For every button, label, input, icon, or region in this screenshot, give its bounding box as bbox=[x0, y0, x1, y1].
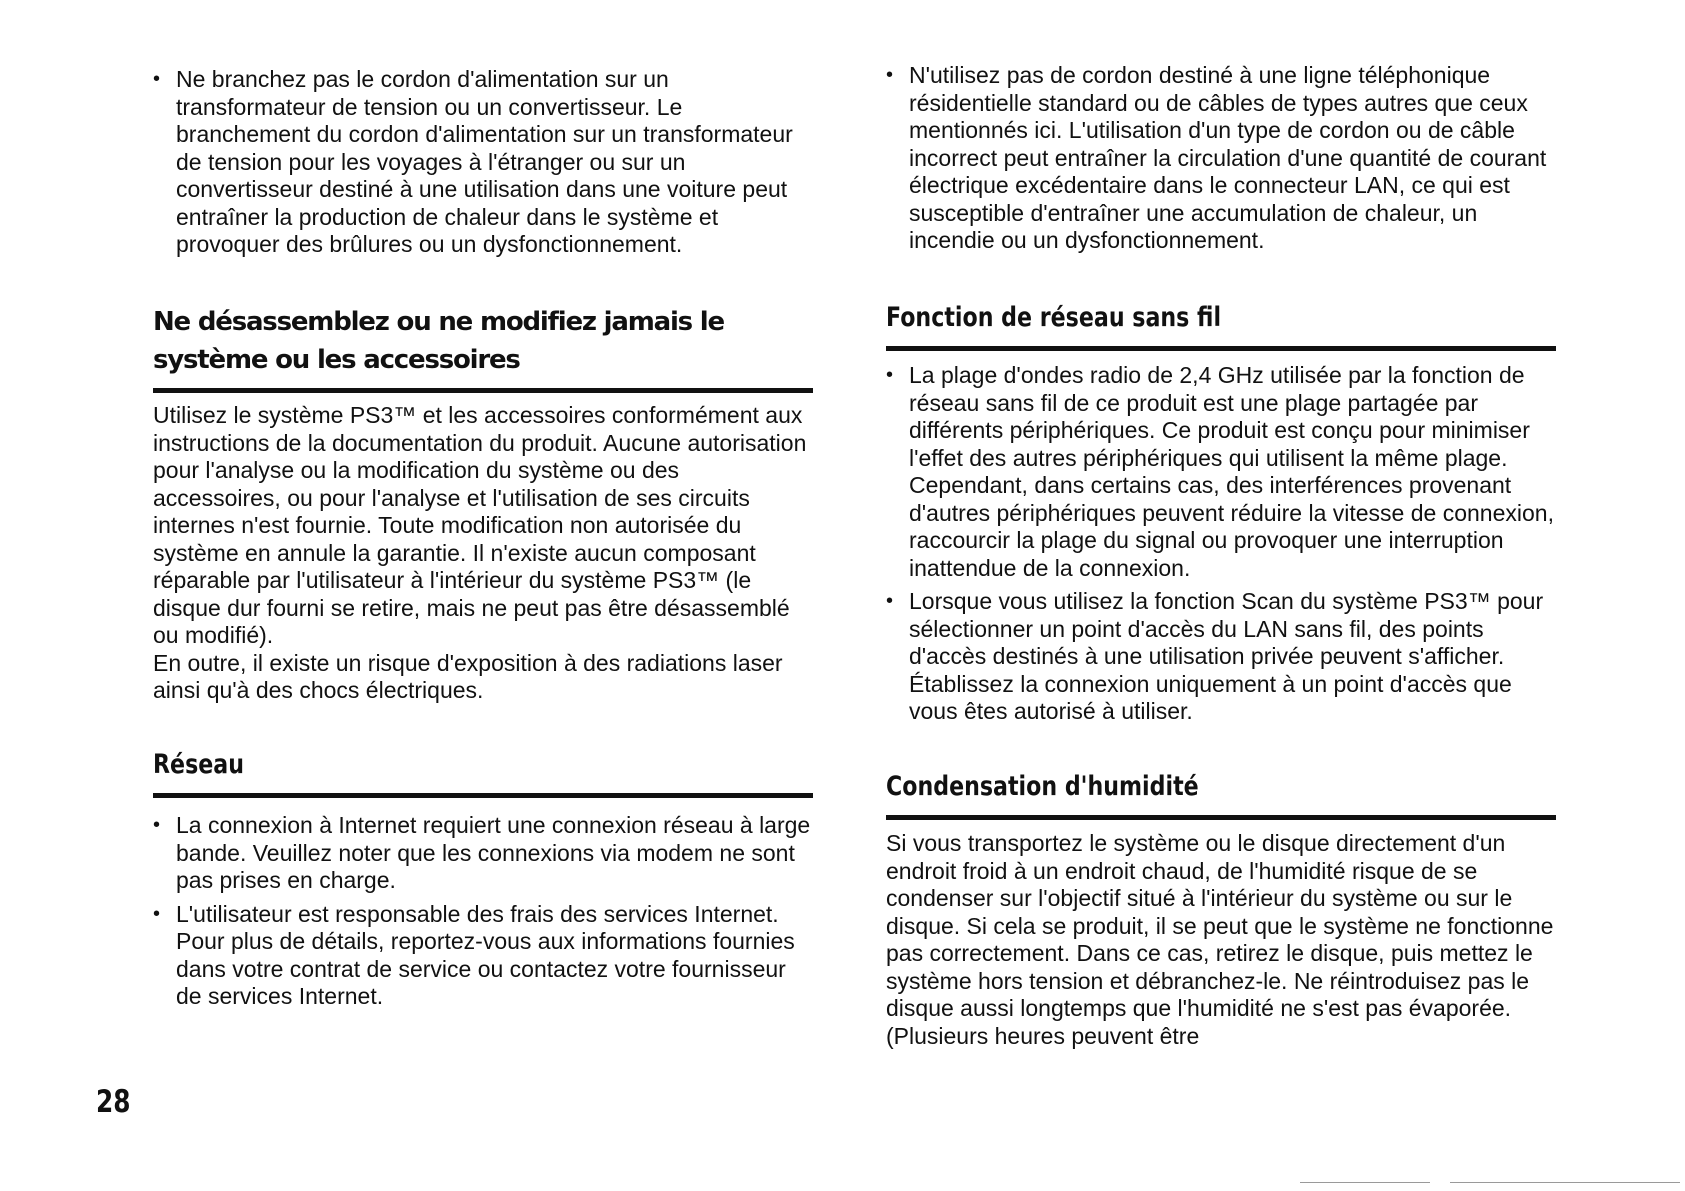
section-heading-network bbox=[153, 746, 813, 798]
list-item bbox=[153, 901, 813, 1011]
scan-artifact-line bbox=[1450, 1182, 1680, 1183]
bullet-icon: • bbox=[153, 902, 161, 925]
list-item-text: La plage d'ondes radio de 2,4 GHz utilisée par la fonction de réseau sans fil de ce produit est une plage partagée par différents périphériques. Ce produit est conçu pour minimiser l'effet des autres périphériques qui utilisent la même plage. Cependant, dans certains cas, des interférences provenant d'autres périphériques peuvent réduire la vitesse de connexion, raccourcir la plage du signal ou provoquer une interruption inattendue de la connexion. bbox=[909, 362, 1554, 581]
list-item-text: N'utilisez pas de cordon destiné à une ligne téléphonique résidentielle standard ou de câbles de types autres que ceux mentionnés ici. L'utilisation d'un type de cordon ou de câble incorrect peut entraîner la circulation d'une quantité de courant électrique excédentaire dans le connecteur LAN, ce qui est susceptible d'entraîner une accumulation de chaleur, un incendie ou un dysfonctionnement. bbox=[909, 62, 1547, 253]
section-heading-wireless bbox=[886, 299, 1556, 351]
wireless-list bbox=[886, 362, 1556, 732]
list-item bbox=[886, 62, 1556, 255]
cable-warning-list bbox=[886, 62, 1556, 261]
condensation-paragraph: Si vous transportez le système ou le disque directement d'un endroit froid à un endroit chaud, de l'humidité risque de se condenser sur l'objectif situé à l'intérieur du système ou sur le disque. Si cela se produit, il se peut que le système ne fonctionne pas correctement. Dans ce cas, retirez le disque, puis mettez le système hors tension et débranchez-le. Ne réintroduisez pas le disque aussi longtemps que l'humidité ne s'est pas évaporée. (Plusieurs heures peuvent être bbox=[886, 830, 1554, 1049]
page-number: 28 bbox=[96, 1084, 131, 1120]
list-item-text: L'utilisateur est responsable des frais des services Internet. Pour plus de détails, reportez-vous aux informations fournies dans votre contrat de service ou contactez votre fournisseur de services Internet. bbox=[176, 900, 795, 1009]
section-heading-text: Fonction de réseau sans fil bbox=[886, 302, 1222, 333]
bullet-icon: • bbox=[153, 68, 161, 90]
section-heading-disassemble bbox=[153, 303, 813, 393]
list-item bbox=[153, 66, 813, 259]
list-item bbox=[153, 812, 813, 895]
list-item-text: Lorsque vous utilisez la fonction Scan du système PS3™ pour sélectionner un point d'accès du LAN sans fil, des points d'accès destinés à une utilisation privée peuvent s'afficher. Établissez la connexion uniquement à un point d'accès que vous êtes autorisé à utiliser. bbox=[909, 588, 1544, 724]
bullet-icon: • bbox=[886, 64, 894, 86]
list-item-text: La connexion à Internet requiert une connexion réseau à large bande. Veuillez noter que les connexions via modem ne sont pas prises en charge. bbox=[176, 812, 811, 893]
bullet-icon: • bbox=[886, 364, 894, 386]
section-heading-text: Réseau bbox=[153, 749, 244, 780]
section-heading-text: Ne désassemblez ou ne modifiez jamais le système ou les accessoires bbox=[153, 307, 724, 375]
disassemble-body bbox=[153, 402, 813, 705]
list-item bbox=[886, 588, 1556, 726]
bullet-icon: • bbox=[153, 814, 161, 836]
bullet-icon: • bbox=[886, 590, 894, 612]
list-item-text: Ne branchez pas le cordon d'alimentation sur un transformateur de tension ou un convertisseur. Le branchement du cordon d'alimentation sur un transformateur de tension pour les voyages à l'étranger ou sur un convertisseur destiné à une utilisation dans une voiture peut entraîner la production de chaleur dans le système et provoquer des brûlures ou un dysfonctionnement. bbox=[176, 66, 793, 257]
section-heading-condensation bbox=[886, 768, 1556, 820]
paragraph: Utilisez le système PS3™ et les accessoires conformément aux instructions de la documentation du produit. Aucune autorisation pour l'analyse ou la modification du système ou des accessoires, ou pour l'analyse et l'utilisation de ses circuits internes n'est fournie. Toute modification non autorisée du système en annule la garantie. Il n'existe aucun composant réparable par l'utilisateur à l'intérieur du système PS3™ (le disque dur fourni se retire, mais ne peut pas être désassemblé ou modifié). bbox=[153, 402, 807, 648]
network-list bbox=[153, 812, 813, 1017]
list-item bbox=[886, 362, 1556, 582]
section-heading-text: Condensation d'humidité bbox=[886, 771, 1199, 802]
paragraph: En outre, il existe un risque d'exposition à des radiations laser ainsi qu'à des chocs électriques. bbox=[153, 649, 783, 703]
scan-artifact-line bbox=[1300, 1182, 1430, 1183]
power-warning-list bbox=[153, 66, 813, 265]
